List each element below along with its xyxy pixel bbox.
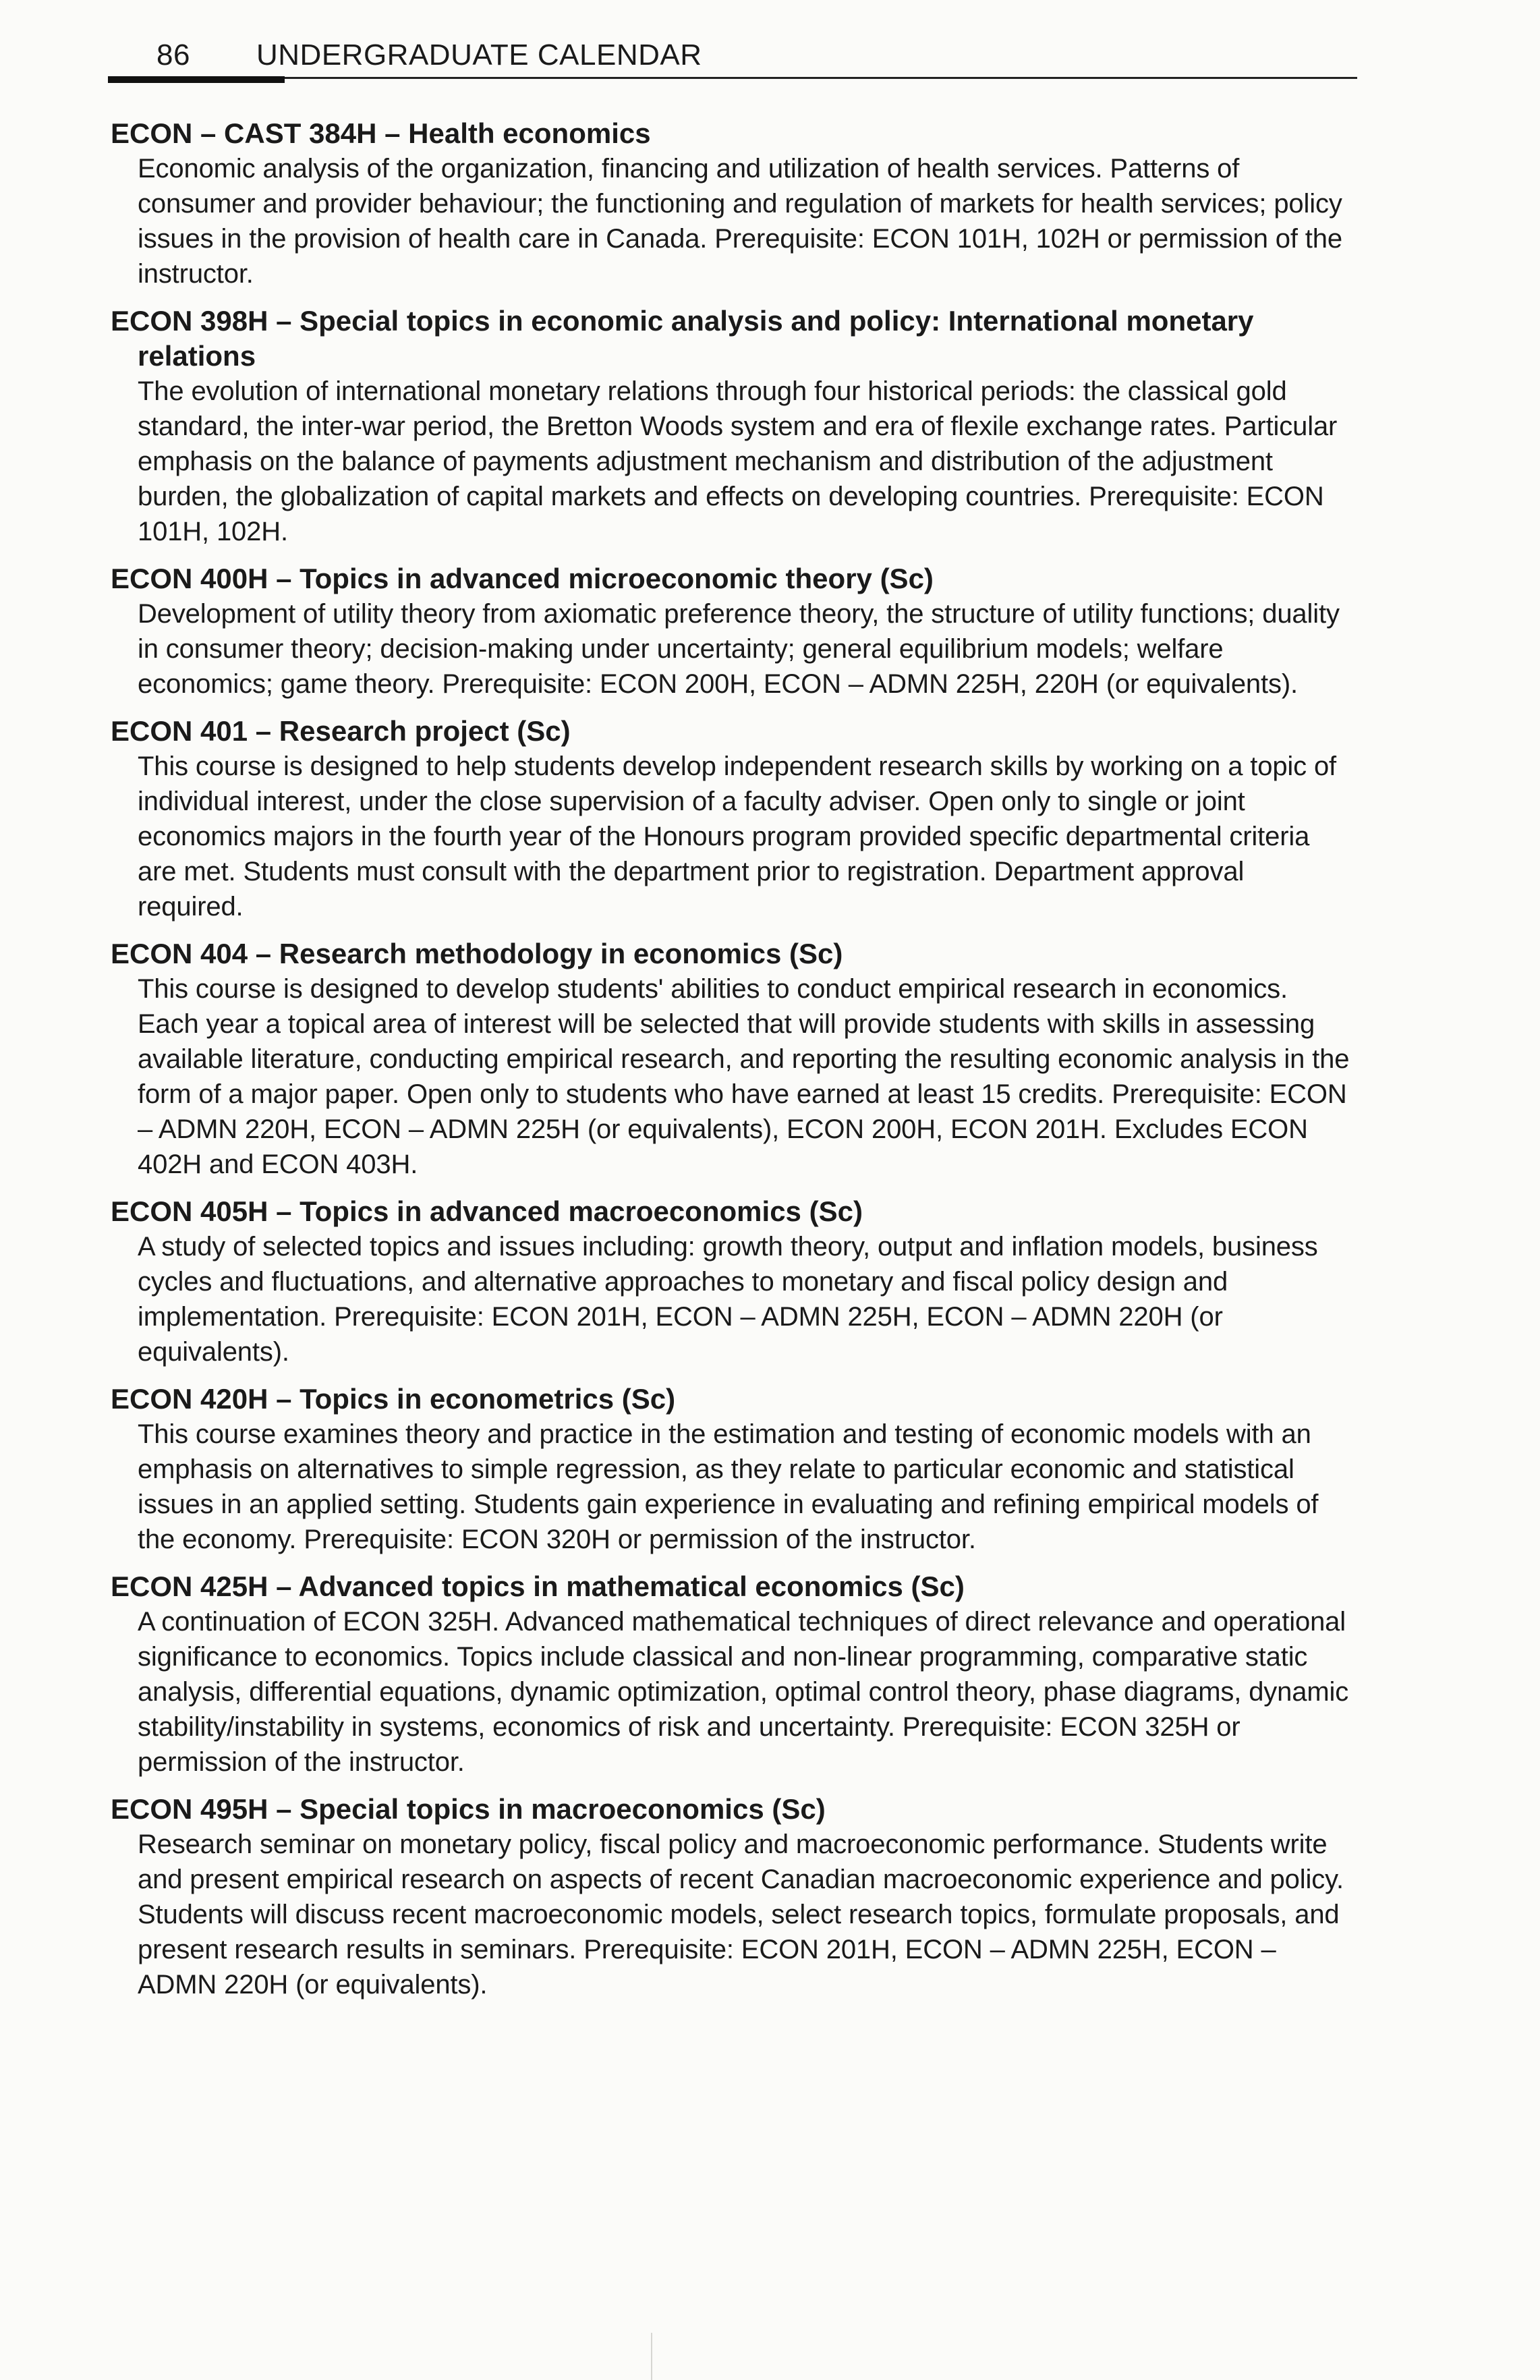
course-title: ECON 404 – Research methodology in economics (Sc)	[111, 938, 843, 969]
course-entry	[111, 714, 1352, 924]
course-description: Development of utility theory from axiomatic preference theory, the structure of utility functions; duality in consumer theory; decision-making under uncertainty; general equilibrium models; welfare economics; game theory. Prerequisite: ECON 200H, ECON – ADMN 225H, 220H (or equivalents).	[138, 599, 1340, 699]
course-title: ECON 400H – Topics in advanced microeconomic theory (Sc)	[111, 563, 934, 594]
course-entry	[111, 1792, 1352, 2002]
page-header	[156, 35, 1357, 82]
running-head: UNDERGRADUATE CALENDAR	[256, 38, 702, 72]
course-title: ECON 420H – Topics in econometrics (Sc)	[111, 1383, 676, 1415]
course-description: This course is designed to develop students' abilities to conduct empirical research in economics. Each year a topical area of interest will be selected that will provide students with skills in assessing available literature, conducting empirical research, and reporting the resulting economic analysis in the form of a major paper. Open only to students who have earned at least 15 credits. Prerequisite: ECON – ADMN 220H, ECON – ADMN 225H (or equivalents), ECON 200H, ECON 201H. Excludes ECON 402H and ECON 403H.	[138, 974, 1350, 1179]
course-entry	[111, 561, 1352, 702]
course-title: ECON 401 – Research project (Sc)	[111, 715, 571, 747]
course-title: ECON 425H – Advanced topics in mathematical economics (Sc)	[111, 1570, 965, 1602]
page-number: 86	[156, 38, 190, 72]
course-entry	[111, 936, 1352, 1182]
course-title: ECON 495H – Special topics in macroeconomics (Sc)	[111, 1793, 826, 1825]
course-entry	[111, 1569, 1352, 1780]
course-description: Research seminar on monetary policy, fiscal policy and macroeconomic performance. Students write and present empirical research on aspects of recent Canadian macroeconomic experience and policy. Students will discuss recent macroeconomic models, select research topics, formulate proposals, and present research results in seminars. Prerequisite: ECON 201H, ECON – ADMN 225H, ECON – ADMN 220H (or equivalents).	[138, 1830, 1344, 2000]
course-title: ECON 405H – Topics in advanced macroeconomics (Sc)	[111, 1195, 863, 1227]
course-description: This course is designed to help students develop independent research skills by working on a topic of individual interest, under the close supervision of a faculty adviser. Open only to single or joint economics majors in the fourth year of the Honours program provided specific departmental criteria are met. Students must consult with the department prior to registration. Department approval required.	[138, 752, 1337, 922]
course-description: Economic analysis of the organization, financing and utilization of health services. Patterns of consumer and provider behaviour; the functioning and regulation of markets for health services; policy issues in the provision of health care in Canada. Prerequisite: ECON 101H, 102H or permission of the instructor.	[138, 154, 1342, 289]
scan-mark	[651, 2333, 652, 2380]
course-entry	[111, 304, 1352, 549]
course-list	[111, 116, 1352, 2014]
course-description: The evolution of international monetary relations through four historical periods: the classical gold standard, the inter-war period, the Bretton Woods system and era of flexile exchange rates. Particular emphasis on the balance of payments adjustment mechanism and distribution of the adjustment burden, the globalization of capital markets and effects on developing countries. Prerequisite: ECON 101H, 102H.	[138, 376, 1338, 546]
course-description: A study of selected topics and issues including: growth theory, output and inflation models, business cycles and fluctuations, and alternative approaches to monetary and fiscal policy design and implementation. Prerequisite: ECON 201H, ECON – ADMN 225H, ECON – ADMN 220H (or equivalents).	[138, 1232, 1318, 1367]
course-entry	[111, 1382, 1352, 1557]
course-description: This course examines theory and practice in the estimation and testing of economic models with an emphasis on alternatives to simple regression, as they relate to particular economic and statistical issues in an applied setting. Students gain experience in evaluating and refining empirical models of the economy. Prerequisite: ECON 320H or permission of the instructor.	[138, 1419, 1319, 1554]
header-rule	[108, 77, 1357, 79]
course-entry	[111, 1194, 1352, 1369]
course-title: ECON 398H – Special topics in economic analysis and policy: International monetary relations	[111, 305, 1254, 372]
course-entry	[111, 116, 1352, 291]
course-title: ECON – CAST 384H – Health economics	[111, 117, 651, 149]
course-description: A continuation of ECON 325H. Advanced mathematical techniques of direct relevance and operational significance to economics. Topics include classical and non-linear programming, comparative static analysis, differential equations, dynamic optimization, optimal control theory, phase diagrams, dynamic stability/instability in systems, economics of risk and uncertainty. Prerequisite: ECON 325H or permission of the instructor.	[138, 1607, 1349, 1777]
header-bar	[108, 76, 285, 83]
